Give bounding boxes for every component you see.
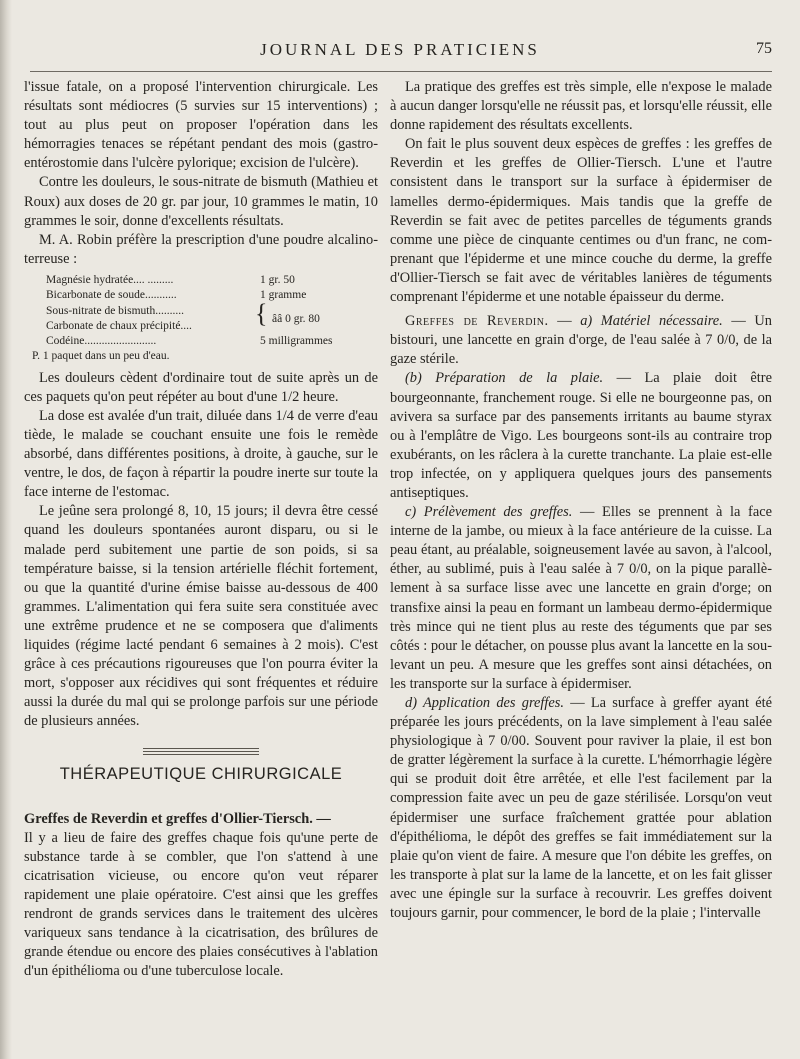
formula-row	[46, 319, 378, 334]
formula-row	[46, 288, 378, 303]
ingredient-name: Carbonate de chaux précipité....	[46, 319, 192, 332]
right-column	[390, 78, 772, 923]
paragraph: Greffes de Reverdin. — a) Matériel nécessaire. — Un bistouri, une lancette en grain d'orge, de l'eau salée à 7 0/0, de la gaze stérile.	[390, 313, 772, 368]
subsection-subheading: d) Application des greffes.	[405, 695, 565, 711]
header-rule	[30, 71, 772, 72]
formula-grouped-rows	[46, 298, 378, 335]
ingredient-quantity: ââ 0 gr. 80	[272, 312, 320, 325]
subsection-subheading: a) Matériel nécessaire.	[580, 313, 723, 330]
ingredient-quantity: 1 gr. 50	[260, 273, 295, 286]
page-number: 75	[756, 40, 772, 57]
ingredient-name: Bicarbonate de soude...........	[46, 289, 177, 302]
formula-row	[46, 273, 378, 288]
ingredient-name: Magnésie hydratée.... .........	[46, 273, 174, 286]
paragraph: La dose est avalée d'un trait, diluée dans 1/4 de verre d'eau tiède, le malade se couchant ensuite une fois le remède absorbé, dans différentes positions, à droite, à gauche, sur le ventre, le dos, de façon à répartir la poudre inerte sur toute la face interne de l'estomac.	[24, 407, 378, 501]
paragraph: Contre les douleurs, le sous-nitrate de bismuth (Mathieu et Roux) aux doses de 20 gr. par jour, 10 grammes le matin, 10 grammes le soir, donne d'excellents résultats.	[24, 174, 378, 229]
ingredient-quantity: 1 gramme	[260, 289, 307, 302]
article-paragraph	[24, 810, 378, 829]
brace-open: {	[255, 298, 268, 328]
page-binding-edge	[0, 0, 12, 1059]
paragraph-text: — La surface à greffer ayant été préparée les jours précédents, on la lave simplement à l'eau salée physiologique à 7 0/00. Souvent pour raviver la plaie, il est bon de gratter légèrement la surface à la curette. L'hémorrhagie légère qui se produit doit être arrêtée, et elle l'est facilement par la compression faite avec un peu de gaze stérilisée. Lorsqu'on veut épidermiser une surface fraîchement grattée pour ablation d'épithélioma, le dépôt des greffes se fait immédiatement sur la plaie qu'on vient de faire. A mesure que l'on débite les greffes, on les transporte à plat sur la lame de la lancette, et on les fait glisser avec une épingle sur la surface à recouvrir. Les greffes doivent toujours garnir, pour commencer, le bord de la plaie ; l'intervalle	[390, 695, 772, 922]
ingredient-name: Sous-nitrate de bismuth..........	[46, 304, 184, 317]
prescription-formula	[24, 273, 378, 365]
section-title: THÉRAPEUTIQUE CHIRURGICALE	[59, 764, 343, 783]
paragraph-text: — Elles se prennent à la face interne de la jambe, ou mieux à la face antérieure de la cuisse. La peau étant, au préalable, soigneusement lavée au savon, à l'alcool, éther, au sublimé, puis à l'eau salée à 7 0/0, on la pique parallèlement à sa surface lisse avec une lancette en grain d'orge; on transfixe ainsi la peau en formant un lambeau dermo-épidermique très mince qui ne tient plus au reste des téguments que par ses côtés : pour le détacher, on pousse plus avant la lancette en la soulevant un peu. A mesure que les greffes sont ainsi détachées, on les transporte sur la surface à épidermiser.	[390, 504, 772, 692]
subsection-subheading: (b) Préparation de la plaie.	[405, 370, 604, 387]
paragraph: M. A. Robin préfère la prescription d'une poudre alcalino-terreuse :	[24, 231, 378, 267]
article-title: Greffes de Reverdin et greffes d'Ollier-Tiersch. —	[24, 810, 331, 827]
journal-title: JOURNAL DES PRATICIENS	[260, 40, 540, 59]
paragraph	[390, 694, 772, 923]
formula-row	[46, 304, 378, 319]
formula-row	[46, 334, 378, 349]
running-header	[0, 38, 800, 66]
prescription-note: P. 1 paquet dans un peu d'eau.	[32, 350, 170, 363]
subsection-subheading: c) Prélèvement des greffes.	[405, 504, 573, 521]
paragraph	[390, 369, 772, 503]
paragraph	[390, 503, 772, 694]
paragraph-text: — La plaie doit être bourgeonnante, franchement rouge. Si elle ne bourgeonne pas, on avivera sa surface par des pansements irritants au baume styrax ou à l'emplâtre de Vigo. Les bourgeons sont-ils au contraire trop exubérants, on les râclera à la curette tranchante. La plaie est-elle trop infectée, on y appliquera quelques jours des pansements antiseptiques.	[390, 370, 772, 501]
paragraph: On fait le plus souvent deux espèces de greffes : les greffes de Reverdin et les greffes de Ollier-Tiersch. L'une et l'autre consistent dans le transport sur la surface à épidermiser de lamelles dermo-épidermiques. Mais tandis que la greffe de Reverdin se fait avec de petites parcelles de téguments grands comme une pièce de cinquante centimes ou d'un franc, ne comprenant que l'épiderme et une mince couche du derme, la greffe d'Ollier-Tiersch se fait avec de véritables lanières de téguments comprenant l'épiderme et une notable épaisseur du derme.	[390, 136, 772, 306]
section-divider	[143, 748, 259, 755]
paragraph: Il y a lieu de faire des greffes chaque fois qu'une perte de substance tarde à se combler, que l'on s'attend à une cicatrisation vicieuse, ou encore qu'on veut réparer rapidement une plaie opératoire. C'est ainsi que les greffes rendront de grands services dans le traitement des ulcères variqueux sans tendance à la cicatrisation, des brûlures de grande étendue ou encore des plaies consécutives à l'ablation d'un épithélioma ou d'une tuberculose locale.	[24, 829, 378, 980]
subsection-heading: Greffes de Reverdin.	[405, 313, 549, 330]
paragraph: La pratique des greffes est très simple, elle n'expose le malade à aucun danger lorsqu'elle ne réussit pas, et lorsqu'elle réussit, elle donne rapidement des résultats excellents.	[390, 79, 772, 134]
paragraph: Le jeûne sera prolongé 8, 10, 15 jours; il devra être cessé quand les douleurs spontanées auront disparu, ou si le malade perd subitement une partie de son poids, si sa température baisse, si la tension artérielle fléchit fortement, ou que la quantité d'urine émise baisse au-dessous de 400 grammes. L'alimentation qui fera suite sera constituée avec une extrême prudence et ne se composera que d'aliments liquides (régime lacté pendant 6 semaines à 2 mois). C'est grâce à ces précautions rigoureuses que l'on pourra éviter la mort, s'opposer aux récidives qui sont fréquentes et réduire aussi la durée du mal qui se prolonge parfois sur une période de plusieurs années.	[24, 503, 378, 730]
paragraph: l'issue fatale, on a proposé l'intervention chirurgicale. Les résultats sont médiocres (5 survies sur 15 interventions) ; tout au plus peut on proposer l'opération dans les hémorragies tenaces se répétant pendant des mois (gastro-entérostomie dans l'ulcère pylorique; excision de l'ulcère).	[24, 79, 378, 172]
paragraph-text: — Un bistouri, une lancette en grain d'orge, de l'eau salée à 7 0/0, de la gaze stérile.	[390, 313, 772, 368]
ingredient-name: Codéine.........................	[46, 335, 157, 348]
paragraph: Les douleurs cèdent d'ordinaire tout de suite après un de ces paquets qu'on peut répéter au bout d'une 1/2 heure.	[24, 369, 378, 405]
left-column	[24, 78, 378, 981]
ingredient-quantity: 5 milligrammes	[260, 335, 333, 348]
